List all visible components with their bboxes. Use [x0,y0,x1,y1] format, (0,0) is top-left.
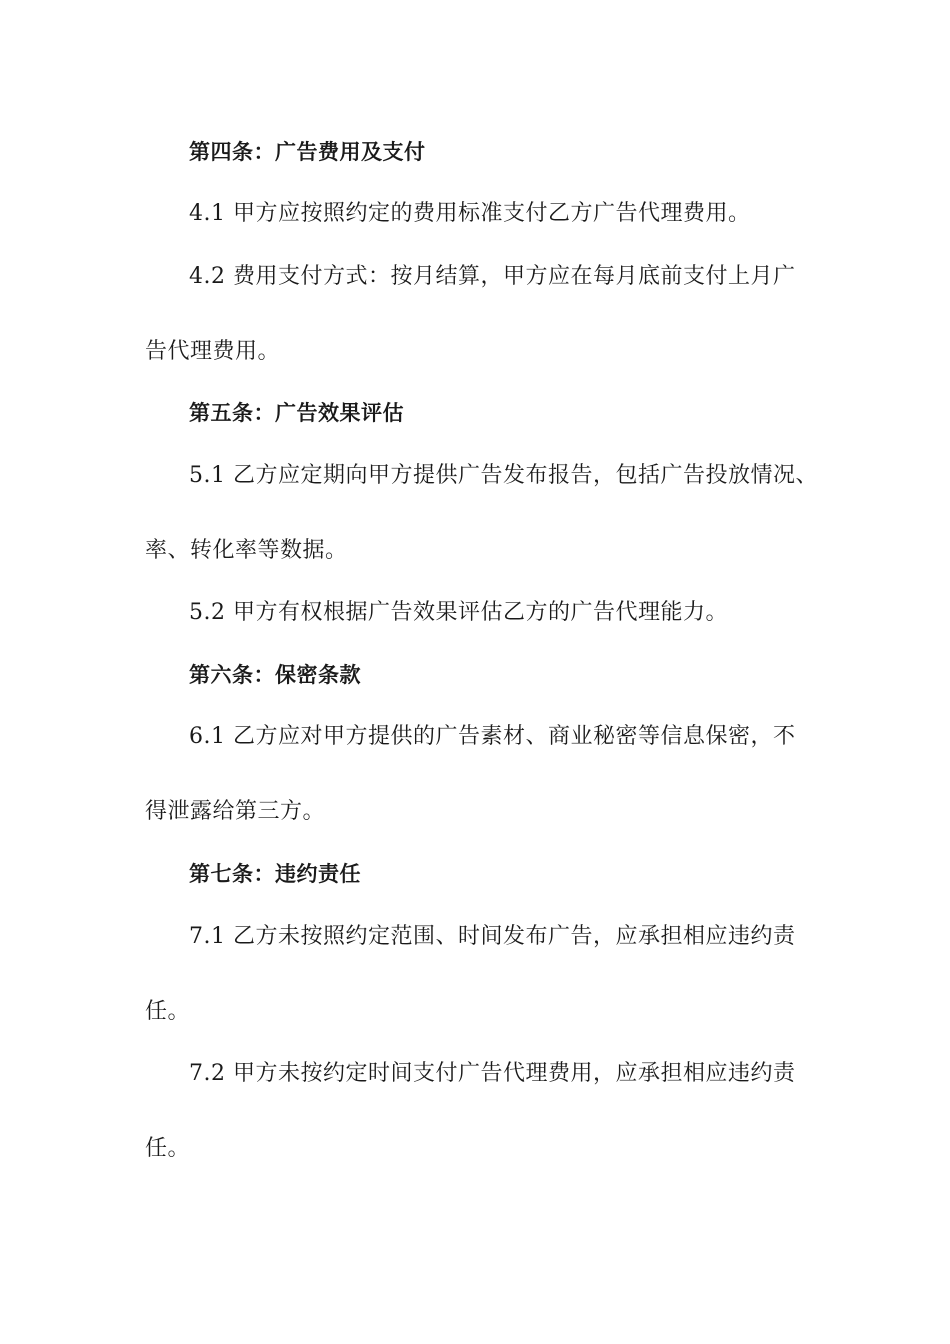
clause-7-1-line-1: 7.1 乙方未按照约定范围、时间发布广告，应承担相应违约责 [189,924,796,949]
clause-6-1-line-2: 得泄露给第三方。 [145,799,326,824]
clause-7-2-line-1: 7.2 甲方未按约定时间支付广告代理费用，应承担相应违约责 [189,1061,796,1086]
clause-5-1-line-1: 5.1 乙方应定期向甲方提供广告发布报告，包括广告投放情况、 [189,463,818,488]
section-heading-4: 第四条：广告费用及支付 [189,140,426,164]
clause-4-1-line-1: 4.1 甲方应按照约定的费用标准支付乙方广告代理费用。 [189,201,751,226]
clause-7-1-line-2: 任。 [145,999,191,1024]
clause-4-2-line-1: 4.2 费用支付方式：按月结算，甲方应在每月底前支付上月广 [189,264,796,289]
clause-6-1-line-1: 6.1 乙方应对甲方提供的广告素材、商业秘密等信息保密，不 [189,724,796,749]
section-heading-7: 第七条：违约责任 [189,862,361,886]
clause-7-2-line-2: 任。 [145,1136,191,1161]
section-heading-6: 第六条：保密条款 [189,663,361,687]
clause-5-2-line-1: 5.2 甲方有权根据广告效果评估乙方的广告代理能力。 [189,600,728,625]
clause-4-2-line-2: 告代理费用。 [145,339,281,364]
section-heading-5: 第五条：广告效果评估 [189,401,404,425]
clause-5-1-line-2: 率、转化率等数据。 [145,538,348,563]
